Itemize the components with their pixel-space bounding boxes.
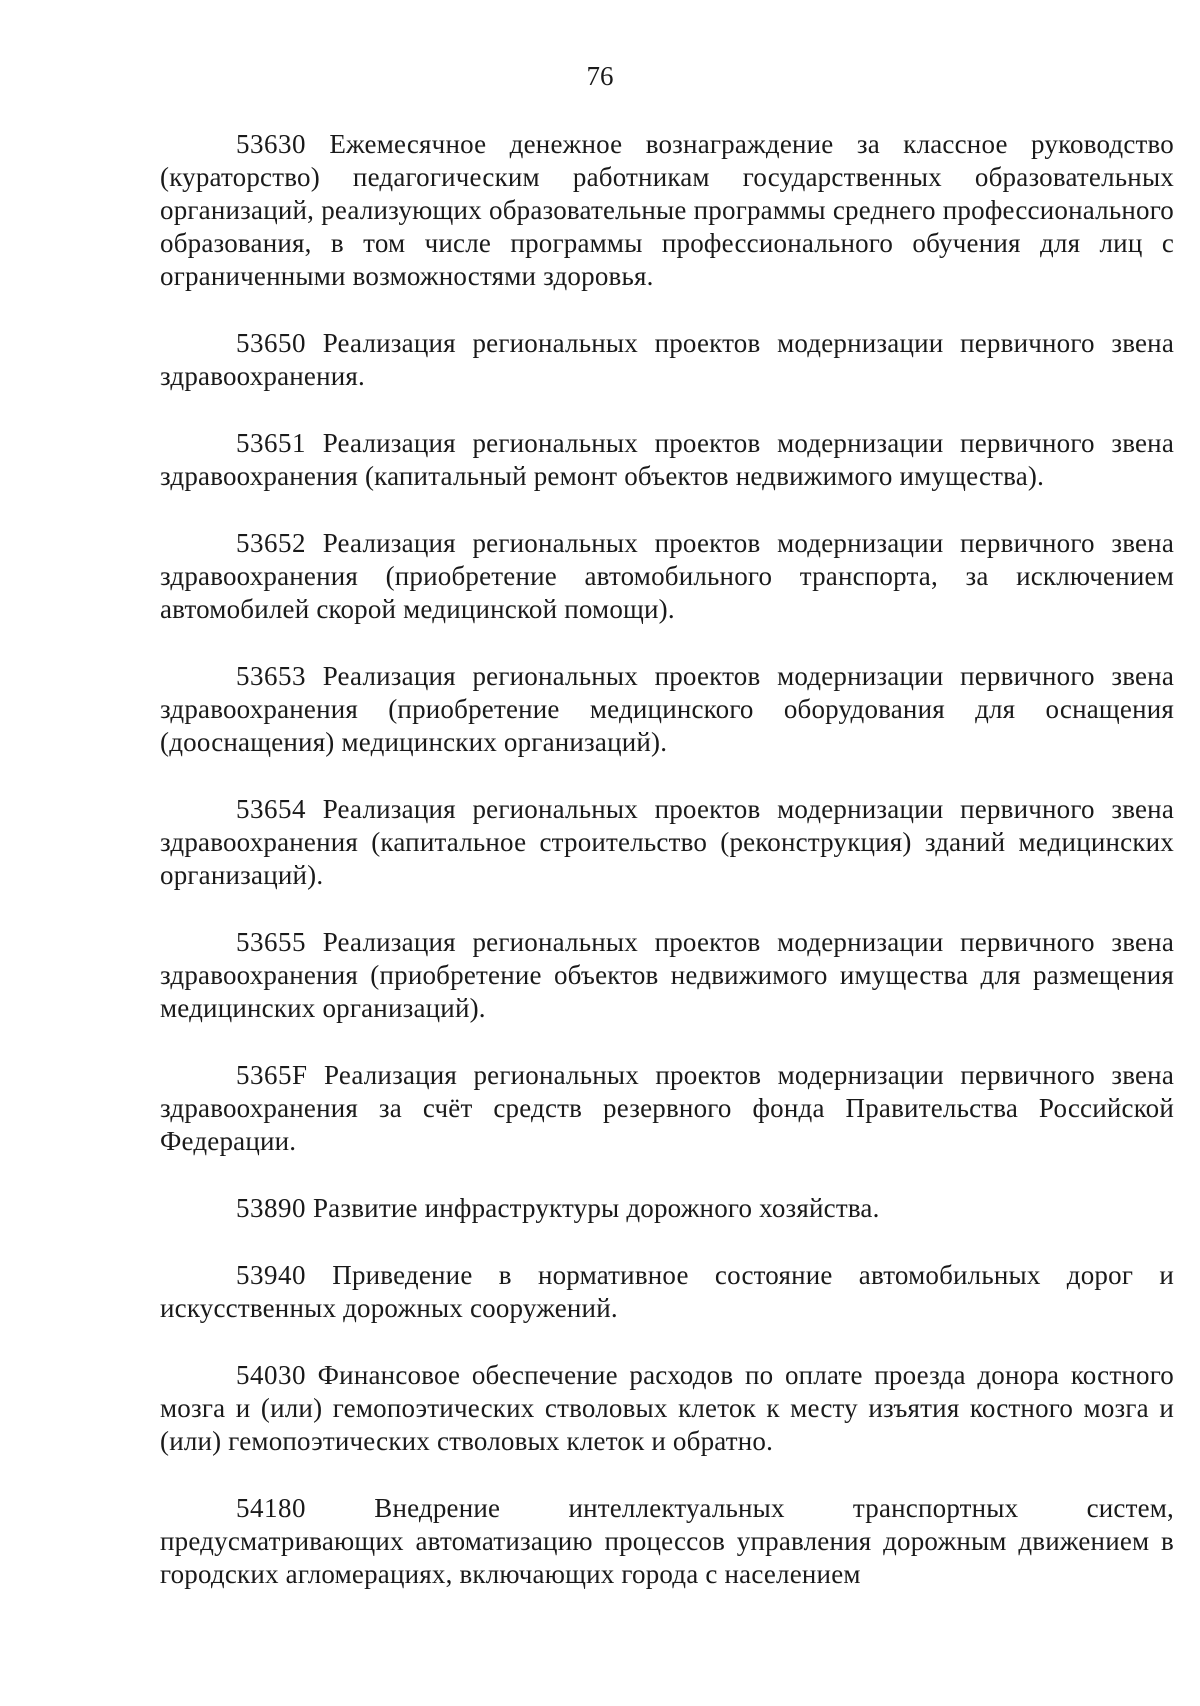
paragraph-53651 xyxy=(160,427,1174,493)
budget-code: 53654 xyxy=(236,794,306,824)
paragraph-text: Реализация региональных проектов модернизации первичного звена здравоохранения (капитальное строительство (реконструкция) зданий медицинских организаций). xyxy=(160,794,1174,890)
budget-code: 53651 xyxy=(236,428,306,458)
budget-code: 5365F xyxy=(236,1060,308,1090)
budget-code: 53650 xyxy=(236,328,306,358)
paragraph-text: Ежемесячное денежное вознаграждение за классное руководство (кураторство) педагогическим работникам государственных образовательных организаций, реализующих образовательные программы среднего профессионального образования, в том числе программы профессионального обучения для лиц с ограниченными возможностями здоровья. xyxy=(160,129,1174,291)
paragraph-53890 xyxy=(160,1192,1174,1225)
document-body xyxy=(160,128,1174,1625)
paragraph-53653 xyxy=(160,660,1174,759)
paragraph-53940 xyxy=(160,1259,1174,1325)
paragraph-text: Приведение в нормативное состояние автомобильных дорог и искусственных дорожных сооружений. xyxy=(160,1260,1174,1323)
paragraph-text: Внедрение интеллектуальных транспортных систем, предусматривающих автоматизацию процессов управления дорожным движением в городских агломерациях, включающих города с населением xyxy=(160,1493,1175,1589)
paragraph-text: Развитие инфраструктуры дорожного хозяйства. xyxy=(312,1193,880,1223)
paragraph-text: Реализация региональных проектов модернизации первичного звена здравоохранения (капитальный ремонт объектов недвижимого имущества). xyxy=(160,428,1174,491)
page-number: 76 xyxy=(586,61,614,91)
paragraph-text: Финансовое обеспечение расходов по оплате проезда донора костного мозга и (или) гемопоэтических стволовых клеток к месту изъятия костного мозга и (или) гемопоэтических стволовых клеток и обратно. xyxy=(160,1360,1174,1456)
budget-code: 54180 xyxy=(236,1493,306,1523)
paragraph-53650 xyxy=(160,327,1174,393)
budget-code: 54030 xyxy=(236,1360,306,1390)
paragraph-text: Реализация региональных проектов модернизации первичного звена здравоохранения. xyxy=(160,328,1174,391)
paragraph-54180 xyxy=(160,1492,1174,1591)
paragraph-text: Реализация региональных проектов модернизации первичного звена здравоохранения за счёт средств резервного фонда Правительства Российской Федерации. xyxy=(160,1060,1175,1156)
budget-code: 53890 xyxy=(236,1193,306,1223)
budget-code: 53652 xyxy=(236,528,306,558)
paragraph-text: Реализация региональных проектов модернизации первичного звена здравоохранения (приобретение медицинского оборудования для оснащения (дооснащения) медицинских организаций). xyxy=(160,661,1174,757)
paragraph-text: Реализация региональных проектов модернизации первичного звена здравоохранения (приобретение объектов недвижимого имущества для размещения медицинских организаций). xyxy=(160,927,1174,1023)
budget-code: 53630 xyxy=(236,129,306,159)
paragraph-53652 xyxy=(160,527,1174,626)
paragraph-53630 xyxy=(160,128,1174,293)
paragraph-text: Реализация региональных проектов модернизации первичного звена здравоохранения (приобретение автомобильного транспорта, за исключением автомобилей скорой медицинской помощи). xyxy=(160,528,1174,624)
budget-code: 53940 xyxy=(236,1260,306,1290)
paragraph-53654 xyxy=(160,793,1174,892)
budget-code: 53655 xyxy=(236,927,306,957)
paragraph-53655 xyxy=(160,926,1174,1025)
paragraph-54030 xyxy=(160,1359,1174,1458)
budget-code: 53653 xyxy=(236,661,306,691)
paragraph-5365F xyxy=(160,1059,1174,1158)
